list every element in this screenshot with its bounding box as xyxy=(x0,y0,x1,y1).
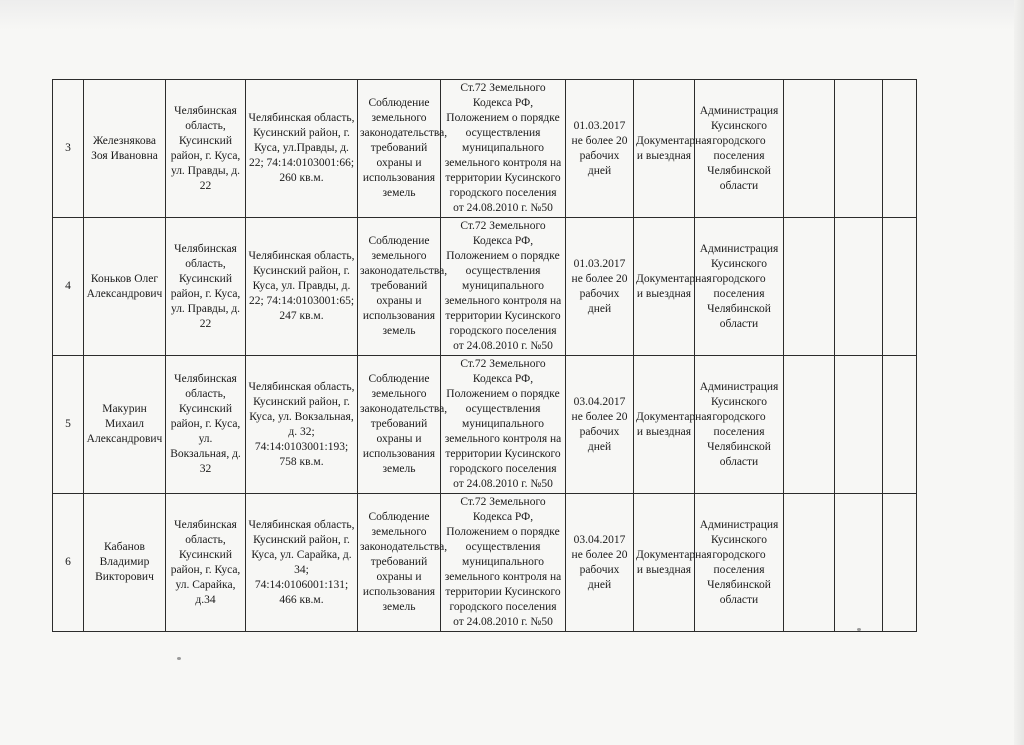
table-row xyxy=(53,356,917,494)
empty-cell xyxy=(784,80,835,218)
inspection-basis: Ст.72 Земельного Кодекса РФ, Положением о порядке осуществления муниципального земельного контроля на территории Кусинского городского поселения от 24.08.2010 г. №50 xyxy=(441,80,566,218)
inspection-form: Документарная и выездная xyxy=(634,356,695,494)
table-row xyxy=(53,218,917,356)
owner-address: Челябинская область, Кусинский район, г. Куса, ул. Правды, д. 22 xyxy=(166,80,246,218)
inspection-form: Документарная и выездная xyxy=(634,80,695,218)
inspection-form: Документарная и выездная xyxy=(634,494,695,632)
empty-cell xyxy=(835,356,883,494)
owner-name: Макурин Михаил Александрович xyxy=(84,356,166,494)
owner-name: Кабанов Владимир Викторович xyxy=(84,494,166,632)
inspection-date: 01.03.2017 не более 20 рабочих дней xyxy=(566,218,634,356)
inspection-plan-table xyxy=(52,79,917,632)
owner-address: Челябинская область, Кусинский район, г. Куса, ул. Правды, д. 22 xyxy=(166,218,246,356)
owner-name: Коньков Олег Александрович xyxy=(84,218,166,356)
empty-cell xyxy=(883,356,917,494)
inspecting-authority: Администрация Кусинского городского поселения Челябинской области xyxy=(695,218,784,356)
scan-speck xyxy=(177,657,181,660)
empty-cell xyxy=(883,80,917,218)
empty-cell xyxy=(883,218,917,356)
scan-top-edge xyxy=(0,0,1024,30)
inspection-basis: Ст.72 Земельного Кодекса РФ, Положением о порядке осуществления муниципального земельного контроля на территории Кусинского городского поселения от 24.08.2010 г. №50 xyxy=(441,356,566,494)
owner-address: Челябинская область, Кусинский район, г. Куса, ул. Сарайка, д.34 xyxy=(166,494,246,632)
inspection-goal: Соблюдение земельного законодательства, требований охраны и использования земель xyxy=(358,218,441,356)
empty-cell xyxy=(784,218,835,356)
empty-cell xyxy=(784,356,835,494)
inspecting-authority: Администрация Кусинского городского поселения Челябинской области xyxy=(695,494,784,632)
empty-cell xyxy=(835,494,883,632)
row-number: 6 xyxy=(53,494,84,632)
owner-address: Челябинская область, Кусинский район, г. Куса, ул. Вокзальная, д. 32 xyxy=(166,356,246,494)
row-number: 3 xyxy=(53,80,84,218)
empty-cell xyxy=(784,494,835,632)
land-plot: Челябинская область, Кусинский район, г. Куса, ул. Сарайка, д. 34; 74:14:0106001:131; 466 кв.м. xyxy=(246,494,358,632)
inspecting-authority: Администрация Кусинского городского поселения Челябинской области xyxy=(695,356,784,494)
inspection-goal: Соблюдение земельного законодательства, требований охраны и использования земель xyxy=(358,80,441,218)
inspecting-authority: Администрация Кусинского городского поселения Челябинской области xyxy=(695,80,784,218)
inspection-basis: Ст.72 Земельного Кодекса РФ, Положением о порядке осуществления муниципального земельного контроля на территории Кусинского городского поселения от 24.08.2010 г. №50 xyxy=(441,218,566,356)
row-number: 5 xyxy=(53,356,84,494)
inspection-goal: Соблюдение земельного законодательства, требований охраны и использования земель xyxy=(358,356,441,494)
inspection-form: Документарная и выездная xyxy=(634,218,695,356)
empty-cell xyxy=(835,80,883,218)
inspection-basis: Ст.72 Земельного Кодекса РФ, Положением о порядке осуществления муниципального земельного контроля на территории Кусинского городского поселения от 24.08.2010 г. №50 xyxy=(441,494,566,632)
land-plot: Челябинская область, Кусинский район, г. Куса, ул.Правды, д. 22; 74:14:0103001:66; 260 кв.м. xyxy=(246,80,358,218)
land-plot: Челябинская область, Кусинский район, г. Куса, ул. Правды, д. 22; 74:14:0103001:65; 247 кв.м. xyxy=(246,218,358,356)
scan-right-edge xyxy=(1014,0,1024,745)
table-row xyxy=(53,80,917,218)
inspection-goal: Соблюдение земельного законодательства, требований охраны и использования земель xyxy=(358,494,441,632)
row-number: 4 xyxy=(53,218,84,356)
scan-speck xyxy=(857,628,861,631)
owner-name: Железнякова Зоя Ивановна xyxy=(84,80,166,218)
inspection-date: 01.03.2017 не более 20 рабочих дней xyxy=(566,80,634,218)
inspection-date: 03.04.2017 не более 20 рабочих дней xyxy=(566,494,634,632)
empty-cell xyxy=(883,494,917,632)
land-plot: Челябинская область, Кусинский район, г. Куса, ул. Вокзальная, д. 32; 74:14:0103001:193; 758 кв.м. xyxy=(246,356,358,494)
inspection-date: 03.04.2017 не более 20 рабочих дней xyxy=(566,356,634,494)
table-row xyxy=(53,494,917,632)
empty-cell xyxy=(835,218,883,356)
